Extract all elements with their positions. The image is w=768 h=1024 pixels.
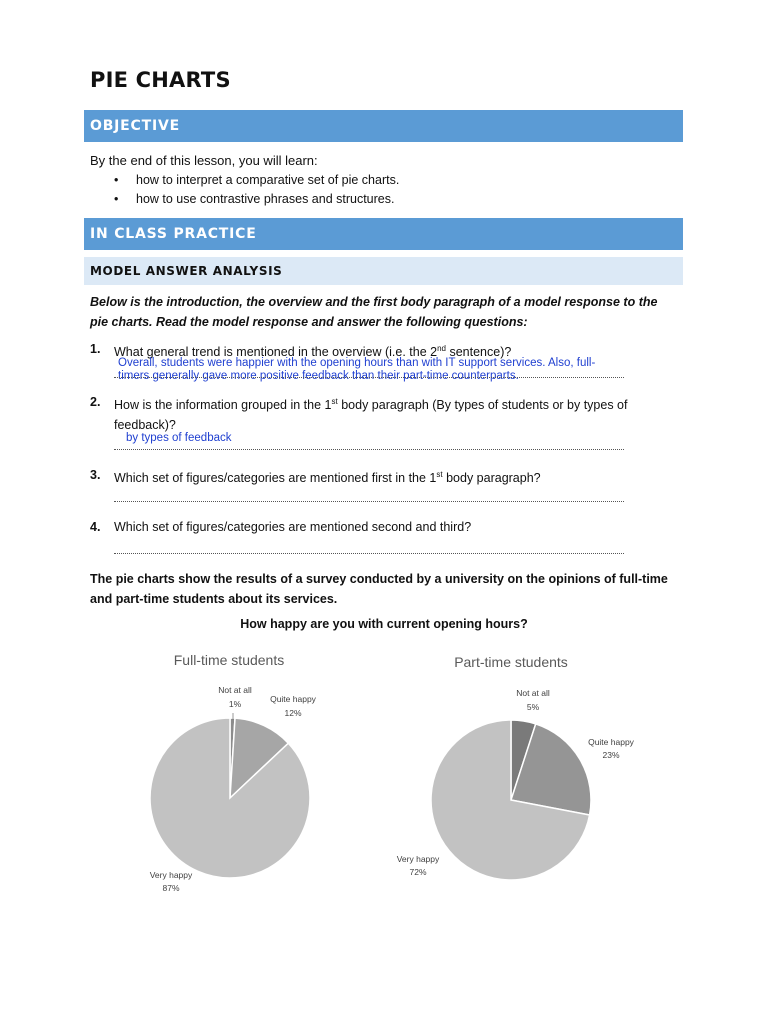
question-number: 3. bbox=[90, 468, 101, 482]
pie-2-value-quite-happy: 23% bbox=[602, 750, 620, 760]
question-number: 1. bbox=[90, 342, 101, 356]
pie-2-label-quite-happy: Quite happy bbox=[588, 737, 634, 747]
pie-2-slices bbox=[431, 720, 591, 880]
pie-2-value-not-at-all: 5% bbox=[526, 702, 540, 712]
objective-bullet-text: how to use contrastive phrases and structures. bbox=[136, 192, 395, 206]
question-number: 2. bbox=[90, 395, 101, 409]
question-text: Which set of figures/categories are mentioned first in the 1st body paragraph? bbox=[114, 470, 541, 486]
practice-intro: Below is the introduction, the overview and the first body paragraph of a model response to the pie charts. Read the model response and answer the following questions: bbox=[90, 295, 658, 329]
objective-bullet-text: how to interpret a comparative set of pie charts. bbox=[136, 173, 400, 187]
bullet-glyph: • bbox=[114, 173, 119, 187]
question-text: How is the information grouped in the 1st body paragraph (By types of students or by types of feedback)? bbox=[114, 397, 628, 433]
pie-1-value-not-at-all: 1% bbox=[228, 699, 242, 709]
pie-1-label-not-at-all: Not at all bbox=[218, 685, 252, 695]
in-class-practice-heading: IN CLASS PRACTICE bbox=[84, 218, 683, 250]
answer-2-handwritten: by types of feedback bbox=[126, 432, 232, 444]
answer-1-handwritten: Overall, students were happier with the opening hours than with IT support services. Also, full-timers generally gave more positive feedback than their part-time counterparts. bbox=[118, 357, 596, 382]
model-answer-analysis-heading: MODEL ANSWER ANALYSIS bbox=[84, 257, 683, 285]
pie-2-label-not-at-all: Not at all bbox=[516, 688, 550, 698]
question-text: Which set of figures/categories are mentioned second and third? bbox=[114, 520, 472, 534]
survey-description: The pie charts show the results of a survey conducted by a university on the opinions of full-time and part-time students about its services. bbox=[90, 572, 668, 606]
bullet-glyph: • bbox=[114, 192, 119, 206]
pie-1-label-quite-happy: Quite happy bbox=[270, 694, 316, 704]
objective-lead: By the end of this lesson, you will learn: bbox=[90, 153, 318, 168]
charts-question-title: How happy are you with current opening hours? bbox=[240, 617, 528, 631]
pie-1-value-quite-happy: 12% bbox=[284, 708, 302, 718]
pie-2-value-very-happy: 72% bbox=[409, 867, 427, 877]
page-title: PIE CHARTS bbox=[90, 68, 231, 92]
question-text: What general trend is mentioned in the overview (i.e. the 2nd sentence)? bbox=[114, 344, 512, 360]
pie-2-label-very-happy: Very happy bbox=[396, 854, 440, 864]
question-number: 4. bbox=[90, 520, 101, 534]
objective-heading: OBJECTIVE bbox=[84, 110, 683, 142]
pie-1-slices bbox=[150, 718, 310, 878]
pie-1-title: Full-time students bbox=[173, 652, 285, 668]
pie-1-value-very-happy: 87% bbox=[162, 883, 180, 893]
pie-1-label-very-happy: Very happy bbox=[149, 870, 193, 880]
pie-2-title: Part-time students bbox=[454, 654, 568, 670]
